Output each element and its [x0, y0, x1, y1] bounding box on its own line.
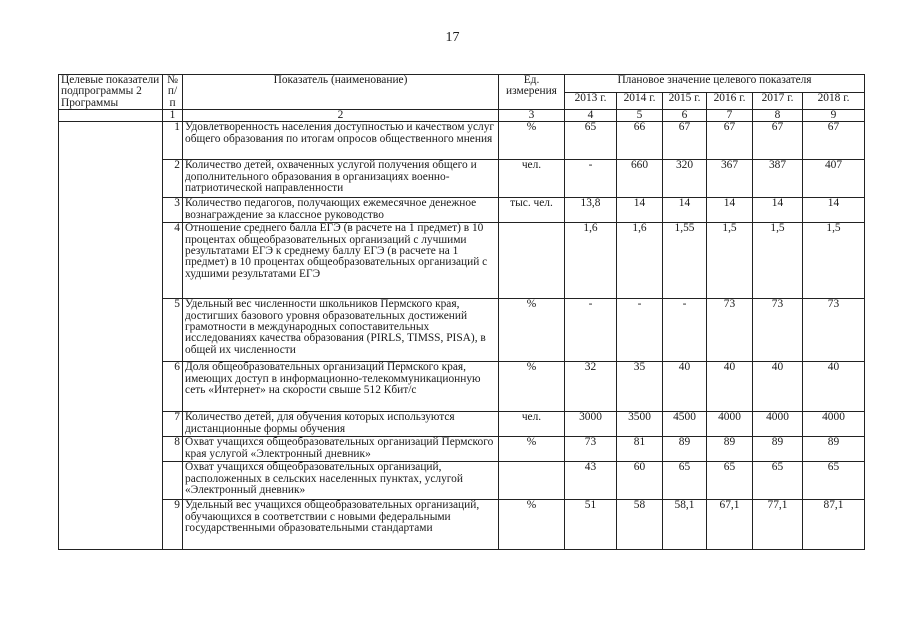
- planned-value: 89: [753, 437, 803, 462]
- planned-value: 65: [565, 122, 617, 160]
- planned-value: 73: [565, 437, 617, 462]
- column-number: 3: [499, 110, 565, 122]
- header-row-number: № п/п: [163, 75, 183, 110]
- planned-value: 51: [565, 500, 617, 550]
- indicator-name: Охват учащихся общеобразовательных организаций Пермского края услугой «Электронный дневник»: [183, 437, 499, 462]
- header-year-2018: 2018 г.: [803, 92, 865, 110]
- row-number: 9: [163, 500, 183, 550]
- indicator-unit: %: [499, 299, 565, 362]
- row-number: 7: [163, 412, 183, 437]
- row-number: 6: [163, 362, 183, 412]
- target-indicators-table: [58, 74, 865, 550]
- planned-value: 58,1: [663, 500, 707, 550]
- planned-value: 35: [617, 362, 663, 412]
- indicator-unit: %: [499, 122, 565, 160]
- planned-value: 14: [707, 198, 753, 223]
- planned-value: 65: [803, 462, 865, 500]
- planned-value: -: [663, 299, 707, 362]
- planned-value: 73: [803, 299, 865, 362]
- column-number: 5: [617, 110, 663, 122]
- indicator-name: Количество детей, охваченных услугой получения общего и дополнительного образования в организациях военно-патриотической направленности: [183, 160, 499, 198]
- planned-value: 89: [707, 437, 753, 462]
- indicator-name: Количество педагогов, получающих ежемесячное денежное вознаграждение за классное руководство: [183, 198, 499, 223]
- planned-value: -: [565, 160, 617, 198]
- row-number: 8: [163, 437, 183, 462]
- header-year-2015: 2015 г.: [663, 92, 707, 110]
- planned-value: 1,5: [707, 223, 753, 299]
- row-number: 1: [163, 122, 183, 160]
- indicator-unit: %: [499, 437, 565, 462]
- target-indicators-group-cell: [59, 122, 163, 550]
- planned-value: 14: [663, 198, 707, 223]
- planned-value: 67,1: [707, 500, 753, 550]
- indicator-unit: тыс. чел.: [499, 198, 565, 223]
- planned-value: -: [565, 299, 617, 362]
- indicator-unit: %: [499, 500, 565, 550]
- planned-value: 60: [617, 462, 663, 500]
- planned-value: 1,6: [565, 223, 617, 299]
- column-number: 8: [753, 110, 803, 122]
- planned-value: 66: [617, 122, 663, 160]
- planned-value: 73: [707, 299, 753, 362]
- planned-value: 387: [753, 160, 803, 198]
- planned-value: 81: [617, 437, 663, 462]
- table-row: [59, 198, 865, 223]
- indicator-unit: %: [499, 362, 565, 412]
- planned-value: 1,5: [803, 223, 865, 299]
- row-number: 2: [163, 160, 183, 198]
- header-indicator-name: Показатель (наименование): [183, 75, 499, 110]
- planned-value: 1,6: [617, 223, 663, 299]
- table-row: [59, 223, 865, 299]
- planned-value: 14: [617, 198, 663, 223]
- column-number: 6: [663, 110, 707, 122]
- indicator-name: Удельный вес учащихся общеобразовательных организаций, обучающихся в соответствии с новыми федеральными государственными образовательными стандартами: [183, 500, 499, 550]
- planned-value: 13,8: [565, 198, 617, 223]
- planned-value: 77,1: [753, 500, 803, 550]
- header-year-2013: 2013 г.: [565, 92, 617, 110]
- indicator-name: Доля общеобразовательных организаций Пермского края, имеющих доступ в информационно-телекоммуникационную сеть «Интернет» на скорости свыше 512 Кбит/с: [183, 362, 499, 412]
- column-number: 7: [707, 110, 753, 122]
- table-row: [59, 122, 865, 160]
- table-row: [59, 437, 865, 462]
- indicator-unit: [499, 462, 565, 500]
- planned-value: 320: [663, 160, 707, 198]
- row-number: [163, 462, 183, 500]
- planned-value: 4000: [707, 412, 753, 437]
- planned-value: 1,55: [663, 223, 707, 299]
- indicator-name: Отношение среднего балла ЕГЭ (в расчете на 1 предмет) в 10 процентах общеобразовательных организаций с лучшими результатами ЕГЭ к среднему баллу ЕГЭ (в расчете на 1 предмет) в 10 процентах общеобразовательных организаций с худшими результатами ЕГЭ: [183, 223, 499, 299]
- planned-value: -: [617, 299, 663, 362]
- column-number: 4: [565, 110, 617, 122]
- table-row: [59, 462, 865, 500]
- planned-value: 14: [753, 198, 803, 223]
- planned-value: 40: [753, 362, 803, 412]
- planned-value: 67: [663, 122, 707, 160]
- planned-value: 65: [753, 462, 803, 500]
- header-year-2014: 2014 г.: [617, 92, 663, 110]
- row-number: 3: [163, 198, 183, 223]
- header-year-2016: 2016 г.: [707, 92, 753, 110]
- planned-value: 14: [803, 198, 865, 223]
- row-number: 5: [163, 299, 183, 362]
- row-number: 4: [163, 223, 183, 299]
- planned-value: 4000: [803, 412, 865, 437]
- indicator-unit: чел.: [499, 160, 565, 198]
- header-unit: Ед. измерения: [499, 75, 565, 110]
- indicator-name: Охват учащихся общеобразовательных организаций, расположенных в сельских населенных пунктах, услугой «Электронный дневник»: [183, 462, 499, 500]
- planned-value: 67: [803, 122, 865, 160]
- planned-value: 87,1: [803, 500, 865, 550]
- column-number: 9: [803, 110, 865, 122]
- indicator-name: Удовлетворенность населения доступностью и качеством услуг общего образования по итогам опросов общественного мнения: [183, 122, 499, 160]
- table-row: [59, 299, 865, 362]
- planned-value: 65: [707, 462, 753, 500]
- planned-value: 58: [617, 500, 663, 550]
- indicator-name: Удельный вес численности школьников Пермского края, достигших базового уровня образовательных достижений грамотности в международных сопоставительных исследованиях качества образования (PIRLS, TIMSS, PISA), в общей их численности: [183, 299, 499, 362]
- planned-value: 65: [663, 462, 707, 500]
- planned-value: 89: [663, 437, 707, 462]
- indicator-name: Количество детей, для обучения которых используются дистанционные формы обучения: [183, 412, 499, 437]
- table-row: [59, 362, 865, 412]
- indicator-unit: чел.: [499, 412, 565, 437]
- planned-value: 4000: [753, 412, 803, 437]
- indicator-unit: [499, 223, 565, 299]
- header-planned-values: Плановое значение целевого показателя: [565, 75, 865, 93]
- planned-value: 43: [565, 462, 617, 500]
- page-number: 17: [445, 30, 460, 45]
- planned-value: 89: [803, 437, 865, 462]
- header-target-indicators: Целевые показатели подпрограммы 2 Программы: [59, 75, 163, 110]
- column-number: 2: [183, 110, 499, 122]
- planned-value: 3000: [565, 412, 617, 437]
- table-row: [59, 412, 865, 437]
- header-year-2017: 2017 г.: [753, 92, 803, 110]
- planned-value: 4500: [663, 412, 707, 437]
- planned-value: 407: [803, 160, 865, 198]
- table-row: [59, 160, 865, 198]
- planned-value: 67: [753, 122, 803, 160]
- planned-value: 1,5: [753, 223, 803, 299]
- column-number: 1: [163, 110, 183, 122]
- planned-value: 40: [663, 362, 707, 412]
- planned-value: 660: [617, 160, 663, 198]
- planned-value: 40: [707, 362, 753, 412]
- planned-value: 367: [707, 160, 753, 198]
- planned-value: 67: [707, 122, 753, 160]
- planned-value: 32: [565, 362, 617, 412]
- planned-value: 3500: [617, 412, 663, 437]
- table-row: [59, 500, 865, 550]
- planned-value: 40: [803, 362, 865, 412]
- planned-value: 73: [753, 299, 803, 362]
